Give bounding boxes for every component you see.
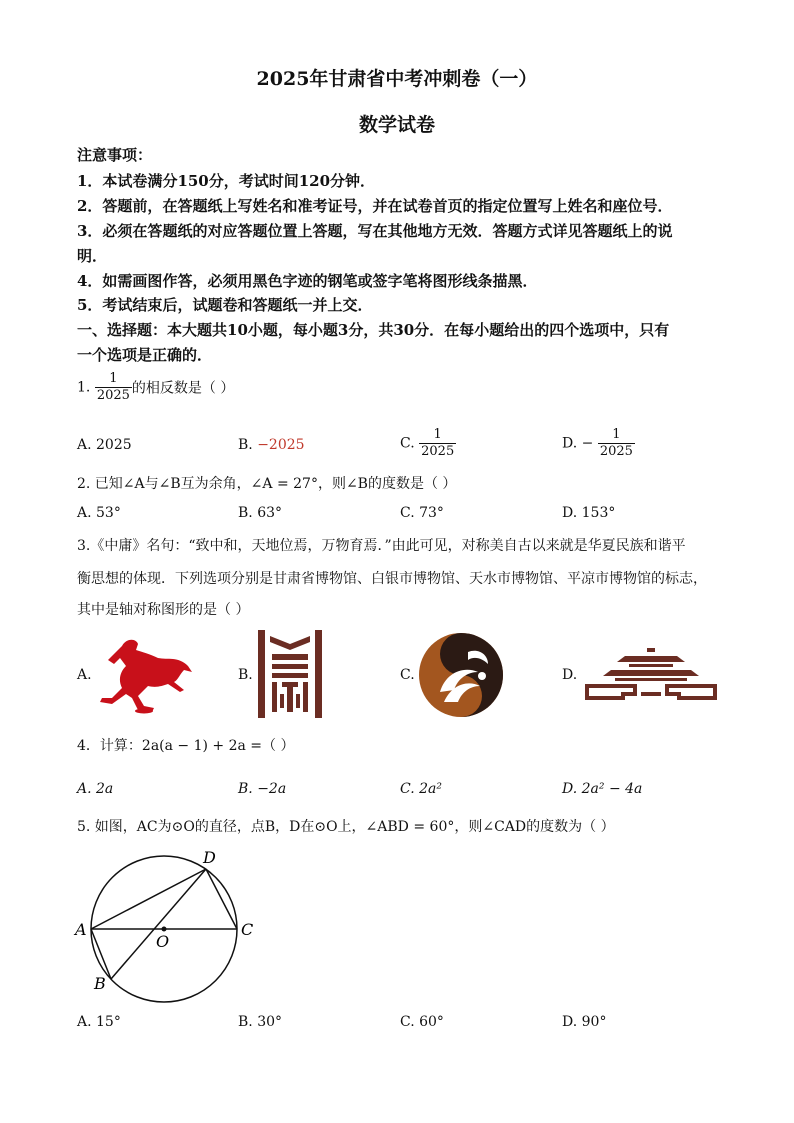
q2-option-d[interactable]: D. 153° [562, 505, 616, 521]
q2-option-c[interactable]: C. 73° [400, 505, 444, 521]
notice-item-4: 4．如需画图作答，必须用黑色字迹的钢笔或签字笔将图形线条描黑． [77, 272, 538, 290]
section1-line1: 一、选择题：本大题共10小题，每小题3分，共30分．在每小题给出的四个选项中，只有 [77, 321, 670, 339]
q1-option-c-label: C. [400, 435, 415, 452]
q1-number: 1. [77, 379, 91, 396]
q1-option-d-num: 1 [598, 427, 635, 444]
q4-option-b[interactable]: B. −2a [238, 781, 287, 797]
q4-option-d[interactable]: D. 2a² − 4a [562, 781, 643, 797]
question-3-line1: 3.《中庸》名句：“致中和，天地位焉，万物育焉．”由此可见，对称美自古以来就是华夏民族和谐平 [77, 538, 686, 554]
q2-option-b[interactable]: B. 63° [238, 505, 283, 521]
center-dot [162, 927, 167, 932]
point-d-label: D [203, 848, 216, 867]
q1-fraction [95, 371, 132, 404]
question-3-line2: 衡思想的体现．下列选项分别是甘肃省博物馆、白银市博物馆、天水市博物馆、平凉市博物馆的标志， [77, 571, 707, 587]
q1-option-d-den: 2025 [599, 444, 633, 459]
circle-diagram [70, 845, 270, 1005]
q1-option-c-num: 1 [419, 427, 456, 444]
horse-logo-icon[interactable] [92, 636, 198, 714]
notice-item-3: 3．必须在答题纸的对应答题位置上答题，写在其他地方无效．答题方式详见答题纸上的说 [77, 222, 673, 240]
q3-option-c-label[interactable]: C. [400, 667, 415, 683]
q1-option-d-label: D. − [562, 435, 594, 452]
vessel-logo-icon[interactable] [258, 630, 322, 718]
question-2: 2. 已知∠A与∠B互为余角，∠A = 27°，则∠B的度数是（ ） [77, 476, 457, 492]
notice-item-5: 5．考试结束后，试题卷和答题纸一并上交． [77, 296, 373, 314]
question-4: 4．计算：2a(a − 1) + 2a =（ ） [77, 738, 295, 754]
notice-heading: 注意事项： [77, 146, 153, 164]
chord-bd [111, 869, 206, 979]
temple-logo-icon[interactable] [585, 648, 717, 700]
chord-dc [206, 869, 237, 929]
point-o-label: O [156, 932, 170, 951]
question-5: 5. 如图，AC为⊙O的直径，点B，D在⊙O上，∠ABD = 60°，则∠CAD的度数为（ ） [77, 819, 615, 835]
phoenix-logo-icon[interactable] [418, 632, 504, 718]
point-b-label: B [94, 974, 106, 993]
q5-option-d[interactable]: D. 90° [562, 1014, 607, 1030]
section1-line2: 一个选项是正确的． [77, 346, 213, 364]
q3-option-a-label[interactable]: A. [77, 667, 92, 683]
q1-option-d[interactable] [562, 427, 635, 460]
q4-option-a[interactable]: A. 2a [77, 781, 114, 797]
q1-option-b-value: −2025 [257, 437, 305, 453]
q4-option-c[interactable]: C. 2a² [400, 781, 442, 797]
q1-option-c-den: 2025 [421, 444, 455, 459]
exam-subtitle: 数学试卷 [358, 114, 435, 136]
point-a-label: A [75, 920, 87, 939]
question-3-line3: 其中是轴对称图形的是（ ） [77, 602, 250, 618]
point-c-label: C [241, 920, 254, 939]
q5-option-b[interactable]: B. 30° [238, 1014, 283, 1030]
q1-option-b[interactable] [238, 437, 305, 453]
notice-item-1: 1．本试卷满分150分，考试时间120分钟． [77, 172, 376, 190]
q1-option-c[interactable] [400, 427, 456, 460]
notice-item-2: 2．答题前，在答题纸上写姓名和准考证号，并在试卷首页的指定位置写上姓名和座位号． [77, 197, 673, 215]
q5-option-a[interactable]: A. 15° [77, 1014, 121, 1030]
q1-option-b-label: B. [238, 437, 253, 453]
q1-option-a[interactable]: A. 2025 [77, 437, 132, 453]
q2-option-a[interactable]: A. 53° [77, 505, 121, 521]
q1-text: 的相反数是（ ） [131, 380, 235, 397]
q5-option-c[interactable]: C. 60° [400, 1014, 444, 1030]
notice-item-3-cont: 明． [77, 247, 108, 265]
chord-ad [91, 869, 206, 929]
q1-option-d-fraction [598, 427, 635, 460]
q3-option-d-label[interactable]: D. [562, 667, 578, 683]
question-1 [77, 371, 234, 404]
q1-option-c-fraction [419, 427, 456, 460]
q3-option-b-label[interactable]: B. [238, 667, 253, 683]
q1-frac-den: 2025 [96, 388, 130, 403]
chord-ab [91, 929, 111, 979]
exam-title: 2025年甘肃省中考冲刺卷（一） [256, 68, 538, 90]
q1-frac-num: 1 [95, 371, 132, 388]
